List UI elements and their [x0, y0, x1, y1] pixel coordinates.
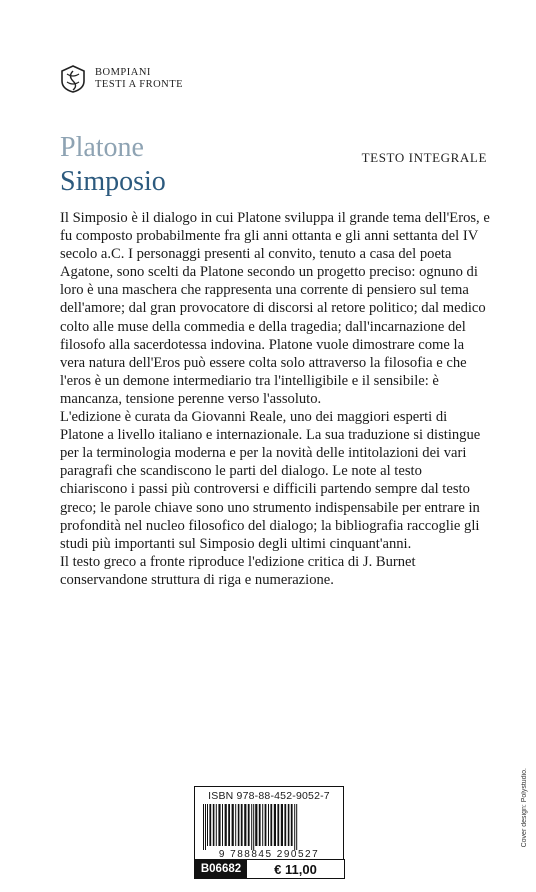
blurb-paragraph: Il testo greco a fronte riproduce l'edizione critica di J. Burnet conservandone struttura di riga e numerazione.: [60, 553, 416, 588]
isbn-label: ISBN 978-88-452-9052-7: [208, 790, 330, 802]
book-author: Platone: [60, 132, 144, 163]
isbn-barcode-block: [194, 786, 344, 864]
bompiani-logo-icon: [60, 64, 86, 94]
publisher-line1: BOMPIANI: [95, 67, 151, 78]
book-title: Simposio: [60, 166, 166, 197]
barcode-digits: 9 788845 290527: [218, 849, 320, 860]
barcode-icon: [201, 804, 337, 850]
price-tag: € 11,00: [247, 860, 344, 878]
product-code: B06682: [195, 860, 247, 878]
edition-note: TESTO INTEGRALE: [361, 150, 487, 165]
publisher-name: [95, 67, 183, 91]
blurb-paragraph: Il Simposio è il dialogo in cui Platone sviluppa il grande tema dell'Eros, e fu composto probabilmente fra gli anni ottanta e gli anni settanta del IV secolo a.C. I personaggi presenti al convito, tenuto a casa del poeta Agatone, sono scelti da Platone secondo un progetto preciso: ognuno di loro è una maschera che rappresenta una corrente di pensiero sul tema dell'amore; dal gran provocatore di discorsi al retore politico; dal medico colto alle muse della commedia e della tragedia; dall'incarnazione del filosofo alla sacerdotessa indovina. Platone vuole dimostrare come la vera natura dell'Eros può essere colta solo attraverso la filosofia e che l'eros è un demone intermediario tra l'intelligibile e il sensibile: è mancanza, tensione perenne verso l'assoluto.: [60, 210, 490, 407]
cover-credit: Cover design: Polystudio.: [521, 768, 528, 848]
publisher-mark: [60, 64, 183, 94]
price-row: [194, 859, 345, 879]
back-cover-blurb: [60, 209, 490, 589]
blurb-paragraph: L'edizione è curata da Giovanni Reale, uno dei maggiori esperti di Platone a livello italiano e internazionale. La sua traduzione si distingue per la terminologia moderna e per la novità delle intitolazioni dei vari paragrafi che scandiscono le parti del dialogo. Le note al testo chiariscono i passi più controversi e difficili partendo sempre dal testo greco; le parole chiave sono uno strumento indispensabile per entrare in profondità nel nucleo filosofico del dialogo; la bibliografia raccoglie gli studi più importanti sul Simposio degli ultimi cinquant'anni.: [60, 409, 481, 552]
publisher-line2: TESTI A FRONTE: [95, 79, 184, 90]
